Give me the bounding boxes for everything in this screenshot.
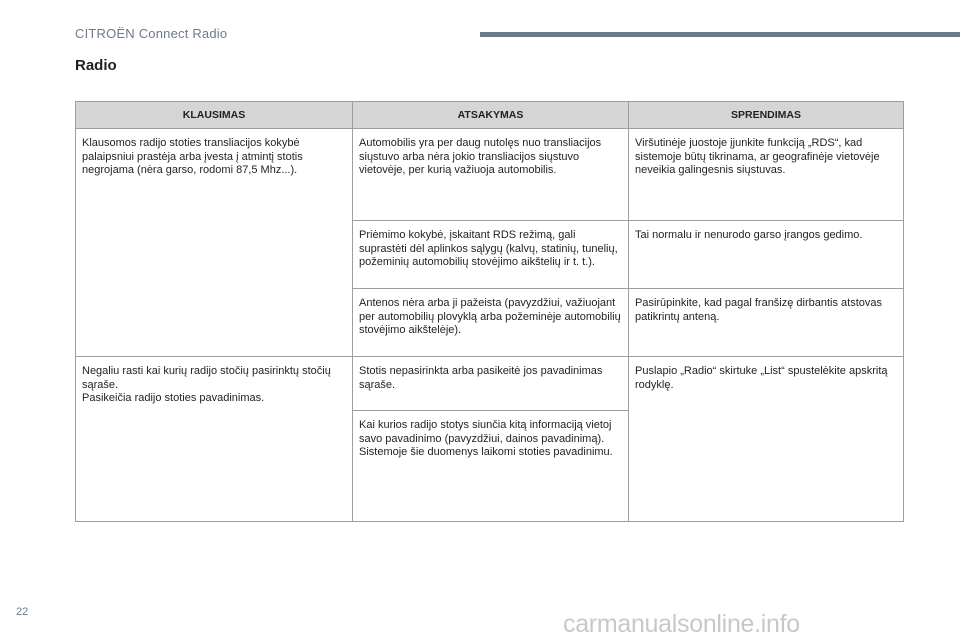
section-title: Radio — [75, 57, 117, 74]
question-line: Negaliu rasti kai kurių radijo stočių pasirinktų stočių sąraše. — [82, 365, 331, 391]
table-row — [76, 129, 904, 221]
table-header-row — [76, 102, 904, 129]
answer-line: Sistemoje šie duomenys laikomi stoties pavadinimu. — [359, 446, 613, 458]
troubleshooting-table — [75, 101, 904, 522]
header-bar — [480, 32, 960, 37]
question-cell — [76, 357, 353, 522]
column-header-answer: ATSAKYMAS — [353, 102, 629, 129]
table-row — [76, 357, 904, 411]
page-number: 22 — [16, 606, 29, 618]
watermark: carmanualsonline.info — [563, 610, 800, 638]
question-cell: Klausomos radijo stoties transliacijos kokybė palaipsniui prastėja arba įvesta į atmintį stotis negrojama (nėra garso, rodomi 87,5 Mhz...). — [76, 129, 353, 357]
solution-cell: Puslapio „Radio“ skirtuke „List“ spustelėkite apskritą rodyklę. — [629, 357, 904, 522]
column-header-solution: SPRENDIMAS — [629, 102, 904, 129]
answer-cell: Antenos nėra arba ji pažeista (pavyzdžiui, važiuojant per automobilių plovyklą arba požeminėje automobilių stovėjimo aikštelėje). — [353, 289, 629, 357]
column-header-question: KLAUSIMAS — [76, 102, 353, 129]
solution-cell: Pasirūpinkite, kad pagal franšizę dirbantis atstovas patikrintų anteną. — [629, 289, 904, 357]
answer-line: Kai kurios radijo stotys siunčia kitą informaciją vietoj savo pavadinimo (pavyzdžiui, dainos pavadinimą). — [359, 419, 612, 445]
answer-cell: Priėmimo kokybė, įskaitant RDS režimą, gali suprastėti dėl aplinkos sąlygų (kalvų, statinių, tunelių, požeminių automobilių stovėjimo aikštelių ir t. t.). — [353, 221, 629, 289]
solution-cell: Tai normalu ir nenurodo garso įrangos gedimo. — [629, 221, 904, 289]
answer-cell: Automobilis yra per daug nutolęs nuo transliacijos siųstuvo arba nėra jokio transliacijos siųstuvo vietovėje, per kurią važiuoja automobilis. — [353, 129, 629, 221]
question-line: Pasikeičia radijo stoties pavadinimas. — [82, 392, 265, 404]
answer-cell — [353, 411, 629, 522]
header-title: CITROËN Connect Radio — [75, 26, 228, 41]
solution-cell: Viršutinėje juostoje įjunkite funkciją „RDS“, kad sistemoje būtų tikrinama, ar geografinėje vietovėje neveikia galingesnis siųstuvas. — [629, 129, 904, 221]
answer-cell: Stotis nepasirinkta arba pasikeitė jos pavadinimas sąraše. — [353, 357, 629, 411]
